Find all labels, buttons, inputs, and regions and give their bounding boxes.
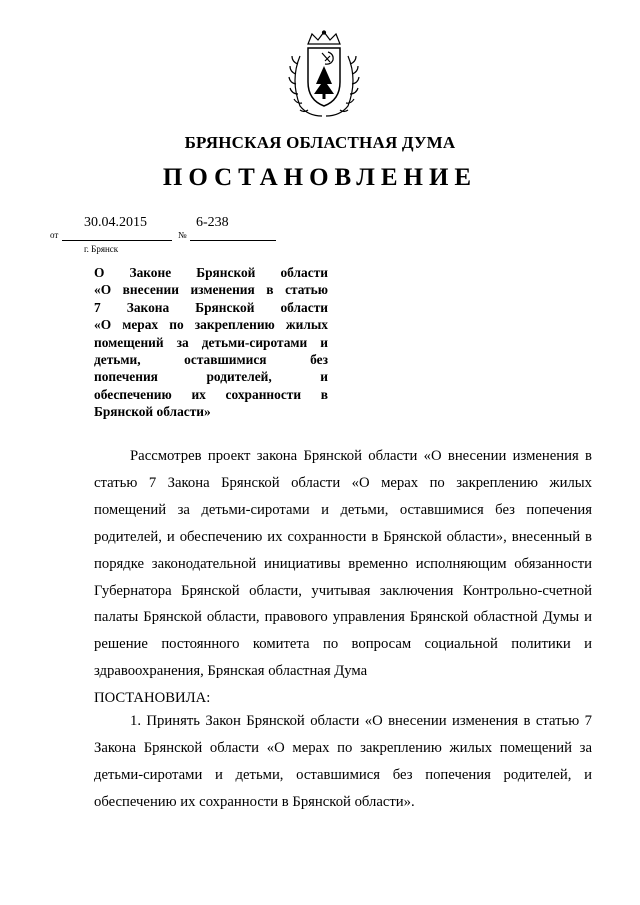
subject-line: попечения родителей, и: [94, 369, 328, 385]
document-date: 30.04.2015: [84, 215, 147, 230]
subject-line: «О мерах по закреплению жилых: [94, 317, 328, 333]
city: г. Брянск: [84, 244, 119, 254]
number-underline: [190, 240, 276, 241]
from-label: от: [50, 230, 59, 240]
item-1-line: 1. Принять Закон Брянской области «О внесении изменения в статью 7: [130, 713, 592, 729]
organization-name: БРЯНСКАЯ ОБЛАСТНАЯ ДУМА: [184, 133, 456, 152]
subject-block: [94, 264, 328, 421]
subject-line: Брянской области»: [94, 404, 211, 420]
preamble-line: помещений за детьми-сиротами и детьми, оставшимися без попечения: [94, 501, 592, 518]
subject-line: «О внесении изменения в статью: [94, 282, 328, 298]
item-1-line: Закона Брянской области «О мерах по закреплению жилых помещений за: [94, 739, 592, 756]
preamble-line: порядке законодательной инициативы временно исполняющим обязанности: [94, 555, 592, 572]
coat-of-arms-icon: [286, 30, 362, 120]
item-1-line: обеспечению их сохранности в Брянской области».: [94, 793, 415, 810]
number-label: №: [178, 230, 187, 240]
preamble: [94, 443, 592, 685]
item-1-line: детьми-сиротами и детьми, оставшимися без попечения родителей, и: [94, 766, 592, 783]
document-number: 6-238: [196, 215, 229, 230]
date-underline: [62, 240, 172, 241]
subject-line: детьми, оставшимися без: [94, 352, 328, 368]
subject-line: 7 Закона Брянской области: [94, 299, 328, 315]
preamble-line: статью 7 Закона Брянской области «О мерах по закреплению жилых: [94, 474, 592, 491]
preamble-line: Губернатора Брянской области, учитывая заключения Контрольно-счетной: [94, 582, 592, 599]
document-type-title: ПОСТАНОВЛЕНИЕ: [162, 164, 478, 191]
subject-line: помещений за детьми-сиротами и: [94, 334, 328, 350]
preamble-line: родителей, и обеспечению их сохранности в Брянской области», внесенный в: [94, 528, 592, 545]
subject-line: обеспечению их сохранности в: [94, 386, 328, 402]
subject-line: О Законе Брянской области: [94, 265, 328, 280]
preamble-line: здравоохранения, Брянская областная Дума: [94, 663, 368, 680]
resolved-label: ПОСТАНОВИЛА:: [94, 690, 211, 706]
preamble-line: решение постоянного комитета по вопросам социальной политики и: [94, 636, 592, 653]
preamble-line: палаты Брянской области, правового управления Брянской областной Думы и: [94, 609, 592, 626]
preamble-line: Рассмотрев проект закона Брянской области «О внесении изменения в: [130, 448, 592, 464]
item-1: [94, 708, 592, 816]
